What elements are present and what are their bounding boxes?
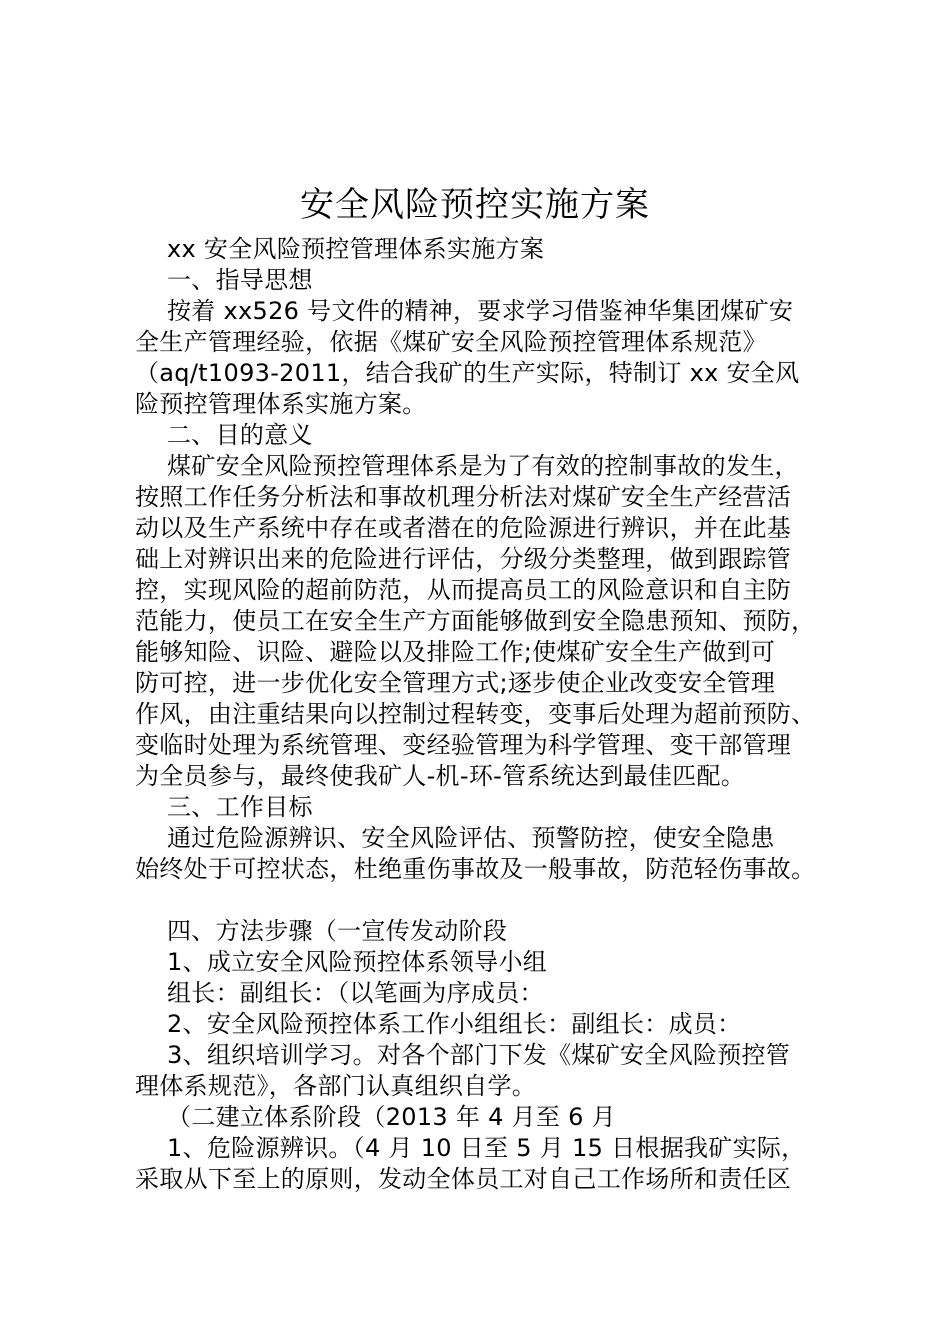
paragraph-line: 按照工作任务分析法和事故机理分析法对煤矿安全生产经营活 [135,483,792,511]
paragraph-line: 防可控，进一步优化安全管理方式;逐步使企业改变安全管理 [135,669,776,697]
paragraph-line: 险预控管理体系实施方案。 [135,390,427,418]
section-heading-guiding-thought: 一、指导思想 [167,266,313,294]
paragraph-line: 通过危险源辨识、安全风险评估、预警防控，使安全隐患 [167,824,775,852]
list-item: 1、危险源辨识。（4 月 10 日至 5 月 15 日根据我矿实际， [167,1134,806,1162]
paragraph-line: 理体系规范》，各部门认真组织自学。 [135,1072,537,1100]
paragraph-line: 始终处于可控状态，杜绝重伤事故及一般事故，防范轻伤事故。 [135,855,816,883]
paragraph-line: 能够知险、识险、避险以及排险工作;使煤矿安全生产做到可 [135,638,776,666]
document-body [135,234,855,1195]
paragraph-line: 范能力，使员工在安全生产方面能够做到安全隐患预知、预防， [135,607,816,635]
doc-subtitle: xx 安全风险预控管理体系实施方案 [167,235,545,263]
paragraph-line: 全生产管理经验，依据《煤矿安全风险预控管理体系规范》 [135,328,767,356]
list-item: 3、组织培训学习。对各个部门下发《煤矿安全风险预控管 [167,1041,791,1069]
section-heading-system-building: （二建立体系阶段（2013 年 4 月至 6 月 [167,1103,616,1131]
paragraph-line: 动以及生产系统中存在或者潜在的危险源进行辨识，并在此基 [135,514,792,542]
list-item: 2、安全风险预控体系工作小组组长：副组长：成员： [167,1010,742,1038]
section-heading-purpose: 二、目的意义 [167,421,313,449]
section-heading-work-goals: 三、工作目标 [167,793,313,821]
paragraph-line: 控，实现风险的超前防范，从而提高员工的风险意识和自主防 [135,576,792,604]
paragraph-line: 煤矿安全风险预控管理体系是为了有效的控制事故的发生， [167,452,799,480]
paragraph-line: 作风，由注重结果向以控制过程转变，变事后处理为超前预防、 [135,700,816,728]
paragraph-line: （aq/t1093-2011，结合我矿的生产实际，特制订 xx 安全风 [135,359,800,387]
paragraph-line: 础上对辨识出来的危险进行评估，分级分类整理，做到跟踪管 [135,545,792,573]
paragraph-line: 为全员参与，最终使我矿人-机-环-管系统达到最佳匹配。 [135,762,746,790]
document-title: 安全风险预控实施方案 [300,185,650,225]
section-heading-method-steps: 四、方法步骤（一宣传发动阶段 [167,917,508,945]
paragraph-line: 采取从下至上的原则，发动全体员工对自己工作场所和责任区 [135,1165,792,1193]
paragraph-line: 按着 xx526 号文件的精神，要求学习借鉴神华集团煤矿安 [167,297,794,325]
list-item: 1、成立安全风险预控体系领导小组 [167,948,548,976]
paragraph-line: 变临时处理为系统管理、变经验管理为科学管理、变干部管理 [135,731,792,759]
list-item: 组长：副组长：（以笔画为序成员： [167,979,544,1007]
